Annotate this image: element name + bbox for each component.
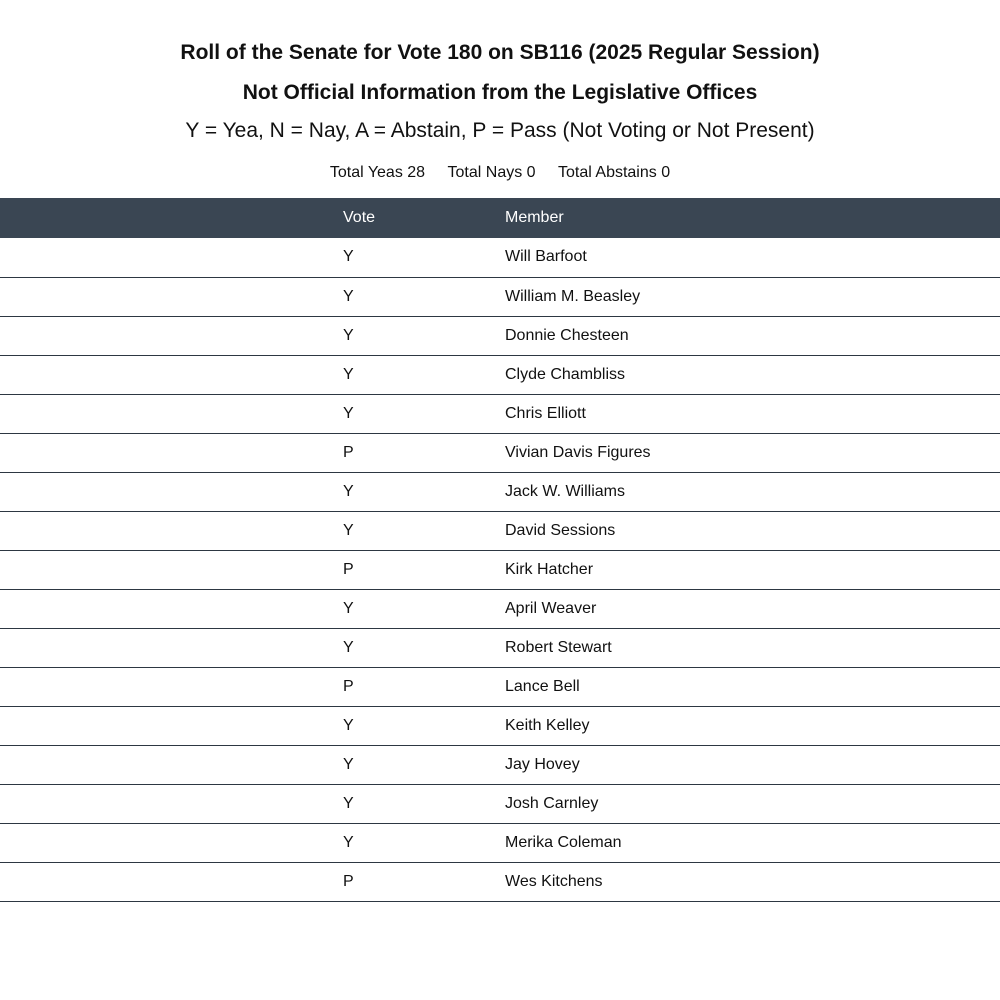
vote-cell: P [343, 872, 354, 890]
row-spacer [0, 823, 343, 862]
table-row [0, 550, 1000, 589]
member-cell: Jack W. Williams [505, 482, 625, 500]
row-spacer [0, 472, 343, 511]
row-spacer [0, 667, 343, 706]
page-title: Roll of the Senate for Vote 180 on SB116 (2025 Regular Session) [180, 41, 820, 64]
table-row [0, 277, 1000, 316]
vote-legend: Y = Yea, N = Nay, A = Abstain, P = Pass (Not Voting or Not Present) [185, 119, 815, 142]
vote-cell: Y [343, 794, 354, 812]
vote-cell: Y [343, 248, 354, 266]
vote-cell: P [343, 677, 354, 695]
table-row [0, 589, 1000, 628]
row-spacer [0, 433, 343, 472]
member-cell: Vivian Davis Figures [505, 443, 651, 461]
row-spacer [0, 511, 343, 550]
vote-totals [0, 163, 1000, 183]
member-cell: Robert Stewart [505, 638, 612, 656]
column-header-vote: Vote [343, 209, 376, 226]
row-spacer [0, 316, 343, 355]
vote-cell: Y [343, 638, 354, 656]
table-row [0, 394, 1000, 433]
row-spacer [0, 706, 343, 745]
table-row [0, 316, 1000, 355]
column-header-member: Member [505, 209, 564, 226]
vote-cell: Y [343, 716, 354, 734]
member-cell: David Sessions [505, 521, 616, 539]
member-cell: Wes Kitchens [505, 872, 603, 890]
member-cell: Kirk Hatcher [505, 560, 594, 578]
row-spacer [0, 862, 343, 901]
member-cell: Lance Bell [505, 677, 580, 695]
table-row [0, 433, 1000, 472]
member-cell: Jay Hovey [505, 755, 580, 773]
vote-cell: Y [343, 365, 354, 383]
row-spacer [0, 355, 343, 394]
row-spacer [0, 784, 343, 823]
table-row [0, 706, 1000, 745]
vote-cell: Y [343, 482, 354, 500]
table-row [0, 355, 1000, 394]
table-row [0, 628, 1000, 667]
member-cell: Will Barfoot [505, 248, 587, 266]
row-spacer [0, 745, 343, 784]
vote-cell: P [343, 560, 354, 578]
vote-cell: Y [343, 521, 354, 539]
member-cell: Chris Elliott [505, 404, 586, 422]
row-spacer [0, 394, 343, 433]
member-cell: Donnie Chesteen [505, 326, 629, 344]
total-yeas: Total Yeas 28 [329, 164, 426, 181]
vote-cell: Y [343, 404, 354, 422]
total-abstains: Total Abstains 0 [558, 164, 671, 181]
roll-call-table [0, 198, 1000, 902]
table-row [0, 745, 1000, 784]
table-row [0, 472, 1000, 511]
vote-cell: Y [343, 755, 354, 773]
member-cell: Clyde Chambliss [505, 365, 626, 383]
table-row [0, 511, 1000, 550]
table-row [0, 862, 1000, 901]
table-body [0, 238, 1000, 901]
table-row [0, 238, 1000, 277]
table-header-row [0, 198, 1000, 238]
vote-cell: Y [343, 599, 354, 617]
vote-cell: P [343, 443, 354, 461]
member-cell: Keith Kelley [505, 716, 590, 734]
row-spacer [0, 628, 343, 667]
vote-cell: Y [343, 326, 354, 344]
vote-cell: Y [343, 833, 354, 851]
page-subtitle: Not Official Information from the Legislative Offices [242, 81, 758, 104]
vote-cell: Y [343, 287, 354, 305]
row-spacer [0, 550, 343, 589]
member-cell: April Weaver [505, 599, 597, 617]
member-cell: Merika Coleman [505, 833, 622, 851]
row-spacer [0, 589, 343, 628]
table-row [0, 823, 1000, 862]
table-row [0, 667, 1000, 706]
member-cell: William M. Beasley [505, 287, 641, 305]
member-cell: Josh Carnley [505, 794, 599, 812]
row-spacer [0, 238, 343, 277]
header-spacer [0, 198, 343, 238]
row-spacer [0, 277, 343, 316]
table-row [0, 784, 1000, 823]
total-nays: Total Nays 0 [447, 164, 536, 181]
